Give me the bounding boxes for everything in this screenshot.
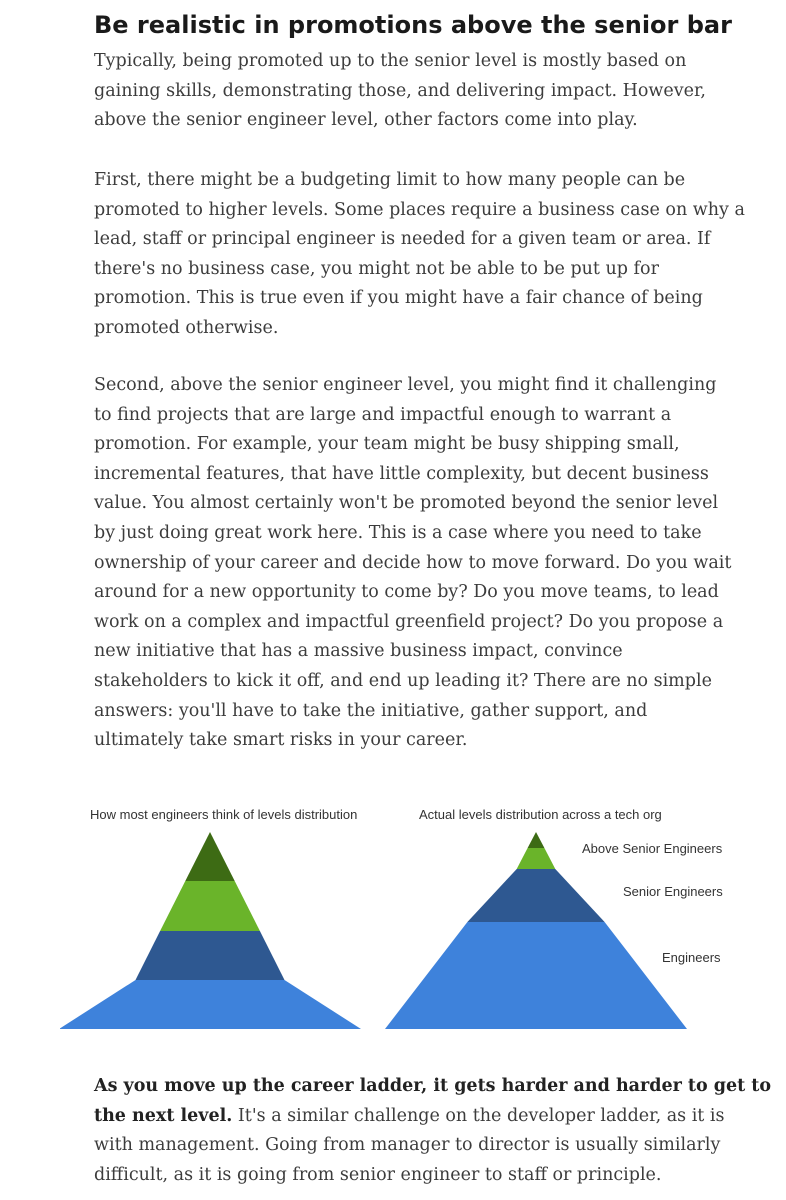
text-line [94,1102,734,1132]
right-pyramid-band-senior [467,869,604,922]
paragraph-career-ladder [94,1072,772,1190]
text-line: promotion. This is true even if you might have a fair chance of being [94,288,703,309]
right-pyramid-band-engineers [385,922,687,1029]
right-pyramid-band-above-senior [517,848,556,869]
label-senior-engineers: Senior Engineers [623,884,723,899]
text-line: value. You almost certainly won't be promoted beyond the senior level [94,493,719,514]
text-line: ownership of your career and decide how to move forward. Do you wait [94,552,732,573]
text-line: lead, staff or principal engineer is needed for a given team or area. If [94,229,711,250]
body-text: It's a similar challenge on the developer ladder, as it is [232,1105,725,1126]
paragraph-intro [94,47,734,136]
text-line: stakeholders to kick it off, and end up leading it? There are no simple [94,670,712,691]
paragraph-projects [94,371,734,756]
left-pyramid-band-upper [160,881,260,931]
text-line [94,1072,772,1102]
paragraph-budgeting [94,166,745,344]
text-line: to find projects that are large and impactful enough to warrant a [94,404,672,425]
label-engineers: Engineers [662,950,721,965]
left-diagram-title: How most engineers think of levels distribution [90,807,358,822]
text-line: work on a complex and impactful greenfield project? Do you propose a [94,611,724,632]
right-pyramid-band-top [528,832,545,848]
bold-lead-text: As you move up the career ladder, it gets harder and harder to get to [94,1076,772,1096]
text-line: answers: you'll have to take the initiative, gather support, and [94,700,648,721]
bold-lead-text: the next level. [94,1105,233,1126]
text-line: Second, above the senior engineer level, you might find it challenging [94,375,717,395]
text-line: ultimately take smart risks in your career. [94,730,468,751]
text-line: incremental features, that have little complexity, but decent business [94,463,709,484]
text-line: with management. Going from manager to director is usually similarly [94,1135,721,1156]
text-line: promotion. For example, your team might be busy shipping small, [94,434,680,455]
text-line: above the senior engineer level, other factors come into play. [94,110,638,131]
text-line: Typically, being promoted up to the senior level is mostly based on [94,51,687,71]
text-line: difficult, as it is going from senior engineer to staff or principle. [94,1164,662,1185]
label-above-senior-engineers: Above Senior Engineers [582,841,723,856]
left-pyramid-band-top [185,832,234,881]
levels-distribution-figure [60,800,740,1040]
left-pyramid-band-lower [136,931,285,980]
text-line: First, there might be a budgeting limit to how many people can be [94,170,686,190]
right-diagram-title: Actual levels distribution across a tech org [419,807,662,822]
text-line: promoted to higher levels. Some places require a business case on why a [94,199,745,220]
text-line: promoted otherwise. [94,317,279,338]
text-line: gaining skills, demonstrating those, and delivering impact. However, [94,80,706,101]
text-line: by just doing great work here. This is a case where you need to take [94,522,702,543]
left-pyramid-band-base [60,980,361,1029]
text-line: new initiative that has a massive business impact, convince [94,641,623,662]
text-line: around for a new opportunity to come by? Do you move teams, to lead [94,582,719,603]
article-heading: Be realistic in promotions above the senior bar [94,11,732,39]
text-line: there's no business case, you might not be able to be put up for [94,258,659,279]
